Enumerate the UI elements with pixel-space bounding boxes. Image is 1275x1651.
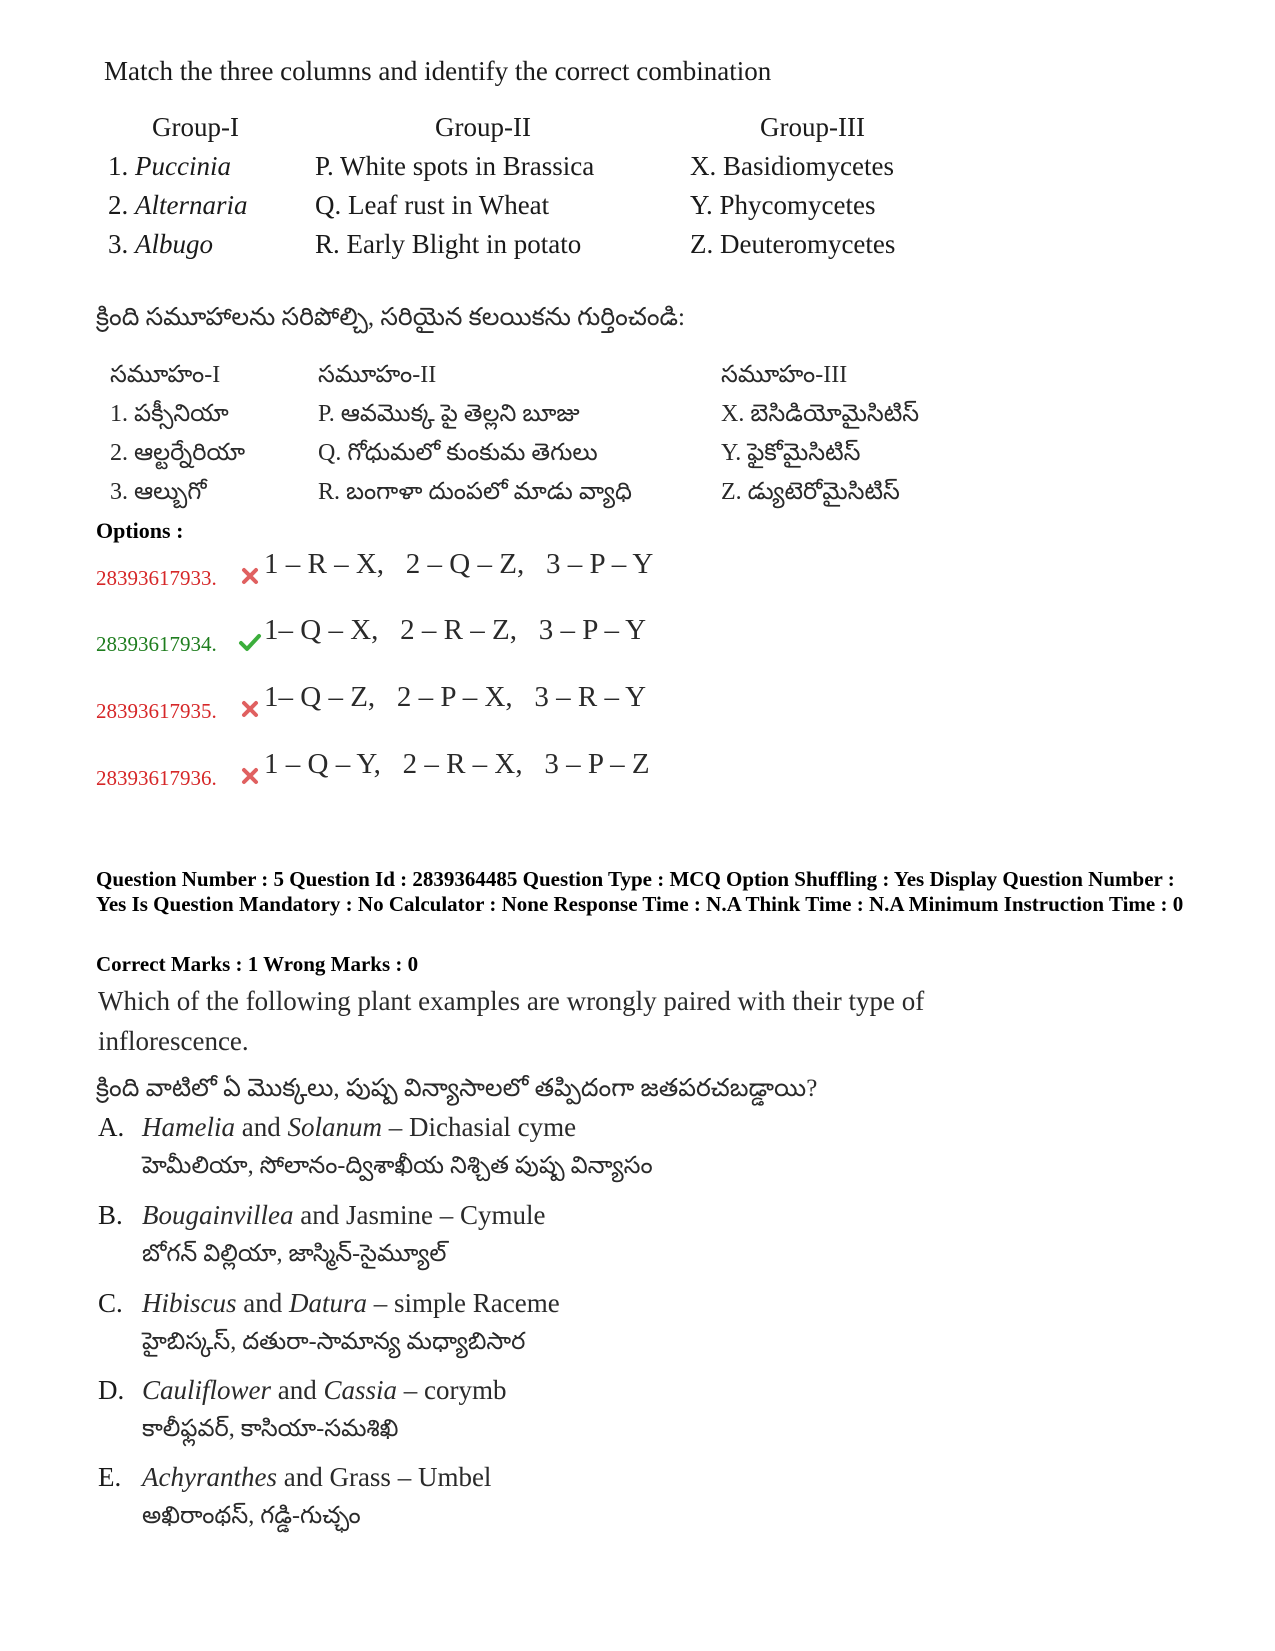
species-name: Solanum xyxy=(287,1112,382,1142)
group-2-header: Group-II xyxy=(435,112,531,142)
organism-name: Alternaria xyxy=(135,190,248,220)
group-1-item xyxy=(108,147,278,186)
choice-telugu: అఖిరాంథస్, గడ్డి-గుచ్ఛం xyxy=(142,1503,361,1529)
group-2-item: R. Early Blight in potato xyxy=(315,229,582,259)
question-text: Which of the following plant examples are wrongly paired with their type of inflorescence. xyxy=(98,986,925,1056)
item-number: 2. xyxy=(108,190,129,220)
correct-check-icon xyxy=(238,630,262,654)
telugu-group-2-header: సమూహం-II xyxy=(318,362,437,388)
group-2-item: P. White spots in Brassica xyxy=(315,151,595,181)
choice-letter: D. xyxy=(98,1375,125,1405)
option-id: 28393617933. xyxy=(96,566,217,590)
organism-name: Puccinia xyxy=(135,151,231,181)
telugu-group-1-item: 3. ఆల్బుగో xyxy=(110,479,207,505)
option-id: 28393617935. xyxy=(96,699,217,723)
group-1-item xyxy=(108,186,278,225)
telugu-question-intro: క్రింది సమూహాలను సరిపోల్చి, సరియైన కలయికను గుర్తించండి: xyxy=(96,304,685,331)
choice-telugu: హైబిస్కస్, దతురా-సామాన్య మధ్యాబిసార xyxy=(142,1329,526,1355)
telugu-group-3-header: సమూహం-III xyxy=(721,362,848,388)
inflorescence-type: – simple Raceme xyxy=(367,1288,560,1318)
group-3-header: Group-III xyxy=(760,112,865,142)
inflorescence-type: – corymb xyxy=(397,1375,507,1405)
telugu-group-3-item: X. బెసిడియోమైసిటిస్ xyxy=(721,401,920,427)
species-name: Hibiscus xyxy=(142,1288,237,1318)
choice-telugu: హెమీలియా, సోలానం-ద్విశాఖీయ నిశ్చిత పుష్ప విన్యాసం xyxy=(142,1153,653,1179)
group-1-item xyxy=(108,225,278,264)
conjunction: and xyxy=(236,1288,289,1318)
choice-text xyxy=(142,1375,507,1406)
option-id: 28393617934. xyxy=(96,632,217,656)
telugu-group-2-item: P. ఆవమొక్క పై తెల్లని బూజు xyxy=(318,401,580,427)
conjunction: and Grass xyxy=(276,1462,391,1492)
group-3-column xyxy=(690,108,960,264)
wrong-cross-icon xyxy=(238,697,262,721)
conjunction: and xyxy=(234,1112,288,1142)
group-1-header: Group-I xyxy=(152,112,239,142)
telugu-group-3-item: Y. ఫైకోమైసిటిస్ xyxy=(721,440,861,466)
wrong-cross-icon xyxy=(238,564,262,588)
group-1-column xyxy=(108,108,278,264)
options-label: Options : xyxy=(96,518,184,543)
species-name: Bougainvillea xyxy=(142,1200,294,1230)
telugu-group-3-item: Z. డ్యుటెరోమైసిటిస్ xyxy=(721,479,900,505)
choice-text xyxy=(142,1288,560,1319)
inflorescence-type: – Cymule xyxy=(432,1200,546,1230)
choice-text xyxy=(142,1112,576,1143)
choice-letter: A. xyxy=(98,1112,125,1142)
choice-telugu: బోగన్ విల్లియా, జాస్మిన్-సైమ్యూల్ xyxy=(142,1241,447,1267)
species-name: Datura xyxy=(288,1288,367,1318)
telugu-group-1-header: సమూహం-I xyxy=(110,362,221,388)
conjunction: and Jasmine xyxy=(293,1200,433,1230)
group-3-item: Z. Deuteromycetes xyxy=(690,229,896,259)
option-text: 1– Q – Z, 2 – P – X, 3 – R – Y xyxy=(264,681,647,713)
choice-letter: C. xyxy=(98,1288,123,1318)
choice-letter: B. xyxy=(98,1200,123,1230)
option-text: 1 – Q – Y, 2 – R – X, 3 – P – Z xyxy=(264,748,650,780)
question-marks: Correct Marks : 1 Wrong Marks : 0 xyxy=(96,952,419,976)
group-2-column xyxy=(315,108,655,264)
item-number: 1. xyxy=(108,151,129,181)
species-name: Hamelia xyxy=(142,1112,235,1142)
telugu-question-text: క్రింది వాటిలో ఏ మొక్కలు, పుష్ప విన్యాసాలలో తప్పిదంగా జతపరచబడ్డాయి? xyxy=(96,1075,818,1102)
group-2-item: Q. Leaf rust in Wheat xyxy=(315,190,550,220)
species-name: Cauliflower xyxy=(142,1375,272,1405)
species-name: Achyranthes xyxy=(142,1462,277,1492)
item-number: 3. xyxy=(108,229,129,259)
telugu-group-1-item: 2. ఆల్టర్నేరియా xyxy=(110,440,246,466)
inflorescence-type: – Dichasial cyme xyxy=(381,1112,577,1142)
telugu-group-2-item: Q. గోధుమలో కుంకుమ తెగులు xyxy=(318,440,598,466)
question-metadata: Question Number : 5 Question Id : 2839364485 Question Type : MCQ Option Shuffling : Yes Display Question Number : Yes Is Question Mandatory : No Calculator : None Response Time : N.A Think Time : N.A Minimum Instruction Time : 0 xyxy=(96,867,1184,916)
organism-name: Albugo xyxy=(135,229,213,259)
choice-text xyxy=(142,1462,491,1493)
question-intro: Match the three columns and identify the correct combination xyxy=(104,56,772,86)
telugu-group-2-item: R. బంగాళా దుంపలో మాడు వ్యాధి xyxy=(318,479,632,505)
conjunction: and xyxy=(271,1375,324,1405)
telugu-group-2-column xyxy=(318,356,718,512)
telugu-group-3-column xyxy=(721,356,1041,512)
group-3-item: Y. Phycomycetes xyxy=(690,190,876,220)
choice-telugu: కాలీఫ్లవర్, కాసియా-సమశిఖి xyxy=(142,1416,399,1442)
option-text: 1– Q – X, 2 – R – Z, 3 – P – Y xyxy=(264,614,647,646)
species-name: Cassia xyxy=(323,1375,398,1405)
telugu-group-1-item: 1. పక్సీనియా xyxy=(110,401,229,427)
inflorescence-type: – Umbel xyxy=(390,1462,492,1492)
option-id: 28393617936. xyxy=(96,766,217,790)
option-text: 1 – R – X, 2 – Q – Z, 3 – P – Y xyxy=(264,548,654,580)
group-3-item: X. Basidiomycetes xyxy=(690,151,894,181)
choice-letter: E. xyxy=(98,1462,122,1492)
choice-text xyxy=(142,1200,545,1231)
telugu-group-1-column xyxy=(110,356,310,512)
wrong-cross-icon xyxy=(238,764,262,788)
